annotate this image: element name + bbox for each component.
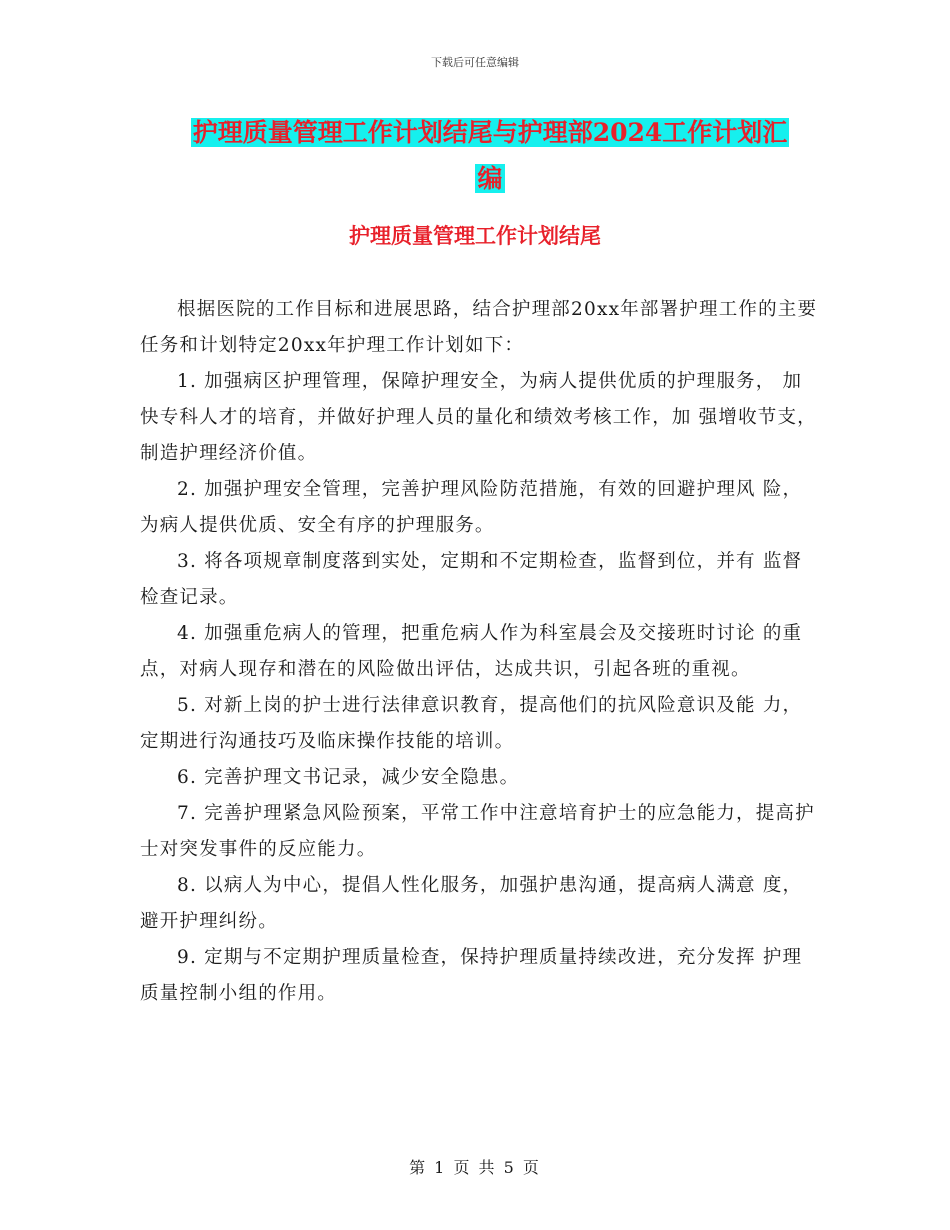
header-note: 下载后可任意编辑: [431, 56, 519, 69]
title-line-2: 编: [477, 164, 503, 193]
section-title: 护理质量管理工作计划结尾: [349, 223, 601, 248]
document-title: [140, 110, 840, 202]
intro-paragraph: 根据医院的工作目标和进展思路，结合护理部20xx年部署护理工作的主要任务和计划特定20xx年护理工作计划如下：: [140, 299, 818, 356]
list-item: 3. 将各项规章制度落到实处，定期和不定期检查，监督到位，并有 监督检查记录。: [140, 551, 803, 608]
list-item: 4. 加强重危病人的管理，把重危病人作为科室晨会及交接班时讨论 的重点，对病人现存和潜在的风险做出评估，达成共识，引起各班的重视。: [140, 623, 803, 680]
list-item: 1. 加强病区护理管理，保障护理安全，为病人提供优质的护理服务， 加快专科人才的培育，并做好护理人员的量化和绩效考核工作，加 强增收节支，制造护理经济价值。: [140, 371, 817, 464]
page-footer: 第 1 页 共 5 页: [409, 1158, 541, 1177]
list-item: 7. 完善护理紧急风险预案，平常工作中注意培育护士的应急能力，提高护士对突发事件的反应能力。: [140, 803, 815, 860]
list-item: 6. 完善护理文书记录，减少安全隐患。: [177, 767, 520, 788]
list-item: 2. 加强护理安全管理，完善护理风险防范措施，有效的回避护理风 险，为病人提供优质、安全有序的护理服务。: [140, 479, 803, 536]
list-item: 8. 以病人为中心，提倡人性化服务，加强护患沟通，提高病人满意 度，避开护理纠纷。: [140, 875, 803, 932]
list-item: 5. 对新上岗的护士进行法律意识教育，提高他们的抗风险意识及能 力，定期进行沟通技巧及临床操作技能的培训。: [140, 695, 803, 752]
title-line-1: 护理质量管理工作计划结尾与护理部2024工作计划汇: [192, 118, 788, 147]
list-item: 9. 定期与不定期护理质量检查，保持护理质量持续改进，充分发挥 护理质量控制小组的作用。: [140, 947, 803, 1004]
body-text: [140, 292, 820, 1012]
